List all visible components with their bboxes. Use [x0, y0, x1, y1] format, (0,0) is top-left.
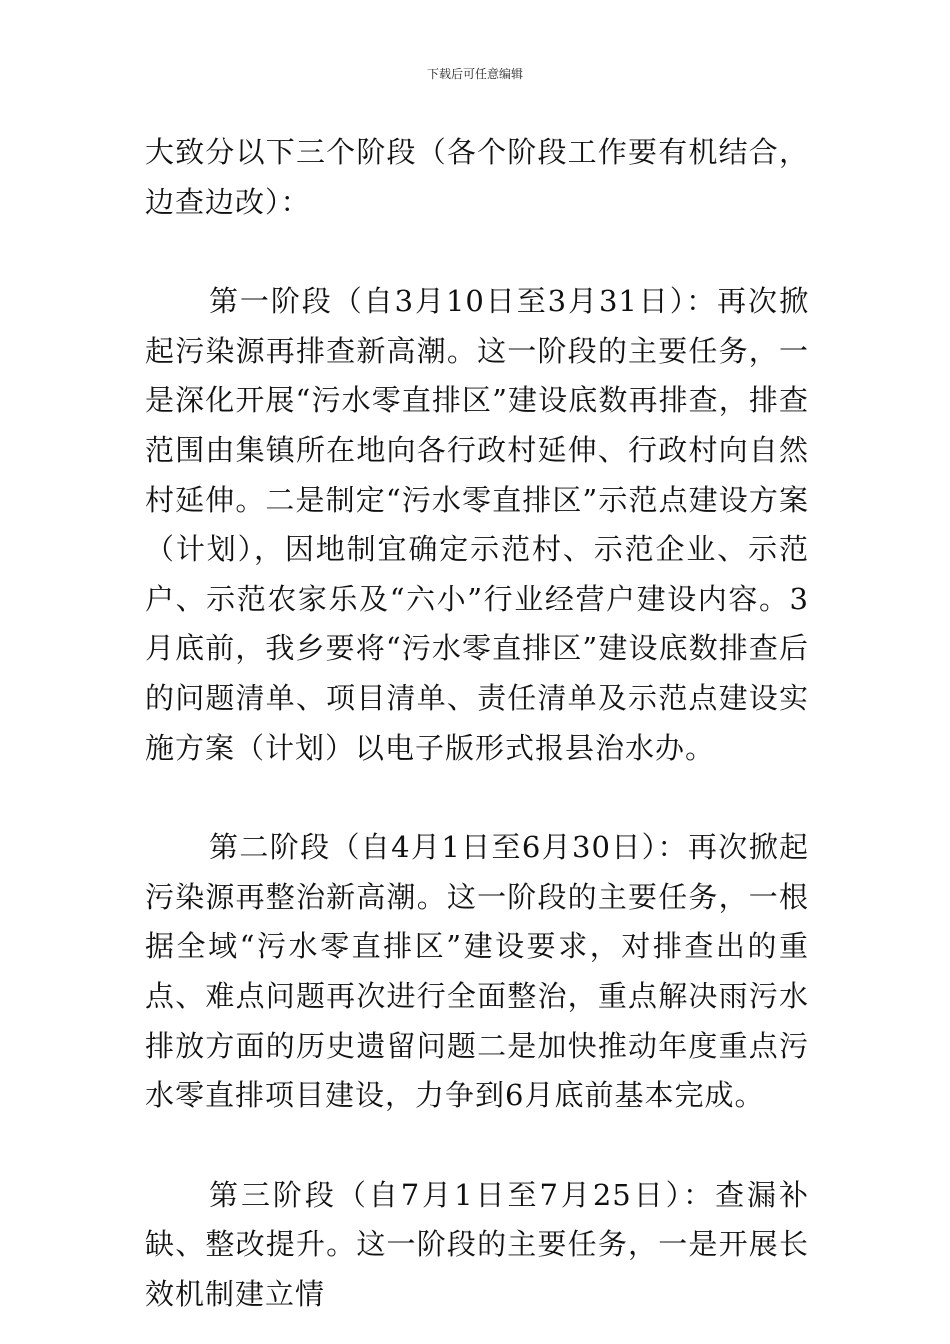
paragraph-phase-one: 第一阶段（自3月10日至3月31日）：再次掀起污染源再排查新高潮。这一阶段的主要任务，一是深化开展“污水零直排区”建设底数再排查，排查范围由集镇所在地向各行政村延伸、行政村向自然村延伸。二是制定“污水零直排区”示范点建设方案（计划），因地制宜确定示范村、示范企业、示范户、示范农家乐及“六小”行业经营户建设内容。3月底前，我乡要将“污水零直排区”建设底数排查后的问题清单、项目清单、责任清单及示范点建设实施方案（计划）以电子版形式报县治水办。: [145, 284, 809, 765]
page-header-note: 下载后可任意编辑: [426, 67, 523, 81]
paragraph-phase-two: 第二阶段（自4月1日至6月30日）：再次掀起污染源再整治新高潮。这一阶段的主要任务，一根据全域“污水零直排区”建设要求，对排查出的重点、难点问题再次进行全面整治，重点解决雨污水排放方面的历史遗留问题二是加快推动年度重点污水零直排项目建设，力争到6月底前基本完成。: [145, 830, 809, 1113]
document-body: [145, 128, 809, 1319]
paragraph-phase-three: 第三阶段（自7月1日至7月25日）：查漏补缺、整改提升。这一阶段的主要任务，一是开展长效机制建立情: [145, 1177, 809, 1311]
paragraph-intro: 大致分以下三个阶段（各个阶段工作要有机结合，边查边改）：: [145, 135, 809, 219]
